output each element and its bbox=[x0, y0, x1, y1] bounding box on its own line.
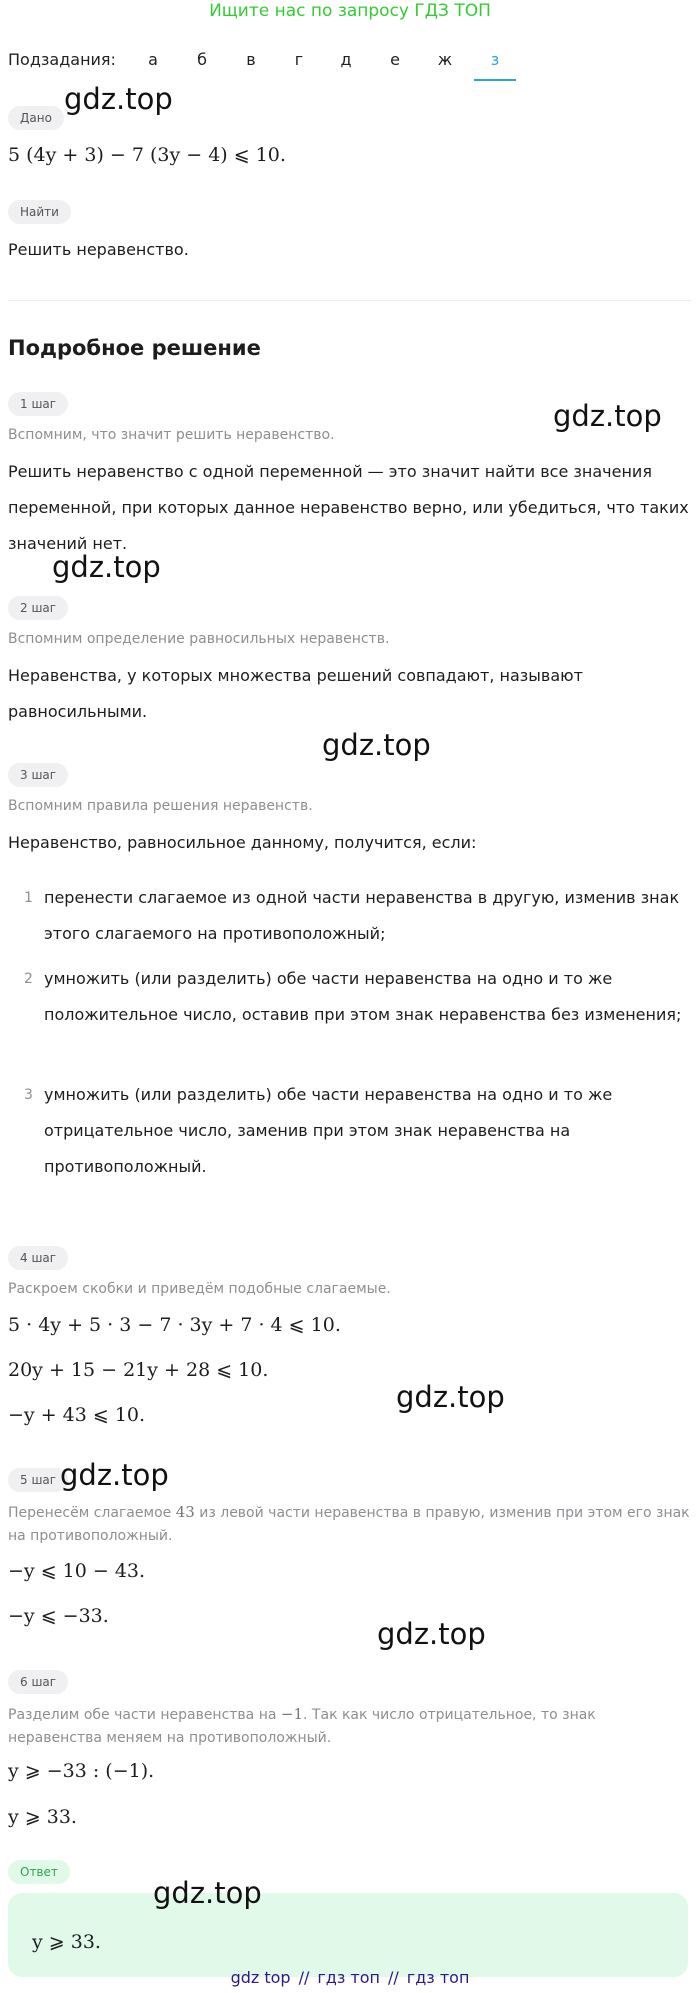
subtask-tab-d[interactable]: д bbox=[340, 50, 352, 69]
watermark: gdz.top bbox=[64, 82, 173, 116]
subtask-tab-b[interactable]: б bbox=[197, 50, 207, 69]
step-6-hint bbox=[8, 1703, 692, 1750]
subtask-tab-e[interactable]: е bbox=[390, 50, 400, 69]
step-2-hint: Вспомним определение равносильных неравенств. bbox=[8, 631, 390, 647]
hint-text: . Так как число отрицательное, то знак неравенства меняем на противоположный. bbox=[8, 1707, 596, 1746]
active-tab-indicator bbox=[474, 79, 516, 81]
subtask-tab-zh[interactable]: ж bbox=[437, 50, 453, 69]
footer-link[interactable]: gdz top bbox=[230, 1968, 291, 1987]
answer-chip: Ответ bbox=[8, 1860, 70, 1884]
hint-math: 43 bbox=[175, 1503, 195, 1521]
step-3-text: Неравенство, равносильное данному, получится, если: bbox=[8, 833, 477, 852]
step-2-chip: 2 шаг bbox=[8, 596, 68, 620]
watermark: gdz.top bbox=[52, 550, 161, 584]
solution-title: Подробное решение bbox=[8, 336, 261, 360]
watermark: gdz.top bbox=[396, 1380, 505, 1414]
find-text: Решить неравенство. bbox=[8, 240, 189, 259]
footer-separator: // bbox=[298, 1968, 310, 1987]
watermark: gdz.top bbox=[377, 1617, 486, 1651]
footer-links bbox=[0, 1968, 700, 1987]
answer-expression: y ⩾ 33. bbox=[32, 1931, 101, 1953]
list-text: перенести слагаемое из одной части неравенства в другую, изменив знак этого слагаемого на противоположный; bbox=[44, 888, 680, 943]
list-text: умножить (или разделить) обе части неравенства на одно и то же отрицательное число, заменив при этом знак неравенства на противоположный. bbox=[44, 1085, 613, 1176]
given-chip: Дано bbox=[8, 106, 64, 130]
subtasks-label: Подзадания: bbox=[8, 50, 116, 69]
step-4-chip: 4 шаг bbox=[8, 1246, 68, 1270]
subtasks-nav bbox=[8, 46, 692, 82]
subtask-tab-z-active[interactable]: з bbox=[490, 50, 500, 69]
step-1-text: Решить неравенство с одной переменной — это значит найти все значения переменной, при которых данное неравенство верно, или убедиться, что таких значений нет. bbox=[8, 462, 689, 553]
watermark: gdz.top bbox=[553, 399, 662, 433]
hint-text: из левой части неравенства в правую, изменив при этом его знак на противоположный. bbox=[8, 1505, 690, 1544]
step-5-chip: 5 шаг bbox=[8, 1468, 68, 1492]
list-number: 1 bbox=[24, 890, 33, 906]
list-number: 3 bbox=[24, 1087, 33, 1103]
search-banner: Ищите нас по запросу ГДЗ ТОП bbox=[209, 1, 491, 21]
step-4-line-2: 20y + 15 − 21y + 28 ⩽ 10. bbox=[8, 1359, 269, 1381]
section-divider bbox=[8, 300, 692, 301]
step-5-hint bbox=[8, 1501, 692, 1548]
step-2-text: Неравенства, у которых множества решений совпадают, называют равносильными. bbox=[8, 666, 583, 721]
step-4-hint: Раскроем скобки и приведём подобные слагаемые. bbox=[8, 1281, 391, 1297]
footer-link[interactable]: гдз топ bbox=[317, 1968, 380, 1987]
step-1-chip: 1 шаг bbox=[8, 392, 68, 416]
list-text: умножить (или разделить) обе части неравенства на одно и то же положительное число, оставив при этом знак неравенства без изменения; bbox=[44, 969, 682, 1024]
find-chip: Найти bbox=[8, 200, 71, 224]
step-5-line-2: −y ⩽ −33. bbox=[8, 1605, 109, 1627]
step-6-chip: 6 шаг bbox=[8, 1670, 68, 1694]
watermark: gdz.top bbox=[60, 1458, 169, 1492]
subtask-tab-g[interactable]: г bbox=[294, 50, 304, 69]
given-expression: 5 (4y + 3) − 7 (3y − 4) ⩽ 10. bbox=[8, 144, 286, 166]
step-6-line-2: y ⩾ 33. bbox=[8, 1806, 77, 1828]
step-4-line-3: −y + 43 ⩽ 10. bbox=[8, 1404, 146, 1426]
step-6-line-1: y ⩾ −33 : (−1). bbox=[8, 1760, 155, 1782]
list-number: 2 bbox=[24, 971, 33, 987]
step-4-line-1: 5 · 4y + 5 · 3 − 7 · 3y + 7 · 4 ⩽ 10. bbox=[8, 1314, 341, 1336]
subtask-tab-a[interactable]: а bbox=[148, 50, 158, 69]
step-3-hint: Вспомним правила решения неравенств. bbox=[8, 798, 313, 814]
hint-text: Разделим обе части неравенства на bbox=[8, 1707, 277, 1723]
watermark: gdz.top bbox=[322, 728, 431, 762]
step-3-chip: 3 шаг bbox=[8, 763, 68, 787]
answer-box bbox=[8, 1893, 688, 1977]
footer-separator: // bbox=[388, 1968, 399, 1987]
step-5-line-1: −y ⩽ 10 − 43. bbox=[8, 1560, 146, 1582]
watermark: gdz.top bbox=[153, 1876, 262, 1910]
subtask-tab-v[interactable]: в bbox=[246, 50, 256, 69]
footer-link[interactable]: гдз топ bbox=[406, 1968, 470, 1987]
hint-text: Перенесём слагаемое bbox=[8, 1505, 172, 1521]
hint-math: −1 bbox=[280, 1705, 304, 1723]
step-1-hint: Вспомним, что значит решить неравенство. bbox=[8, 427, 335, 443]
